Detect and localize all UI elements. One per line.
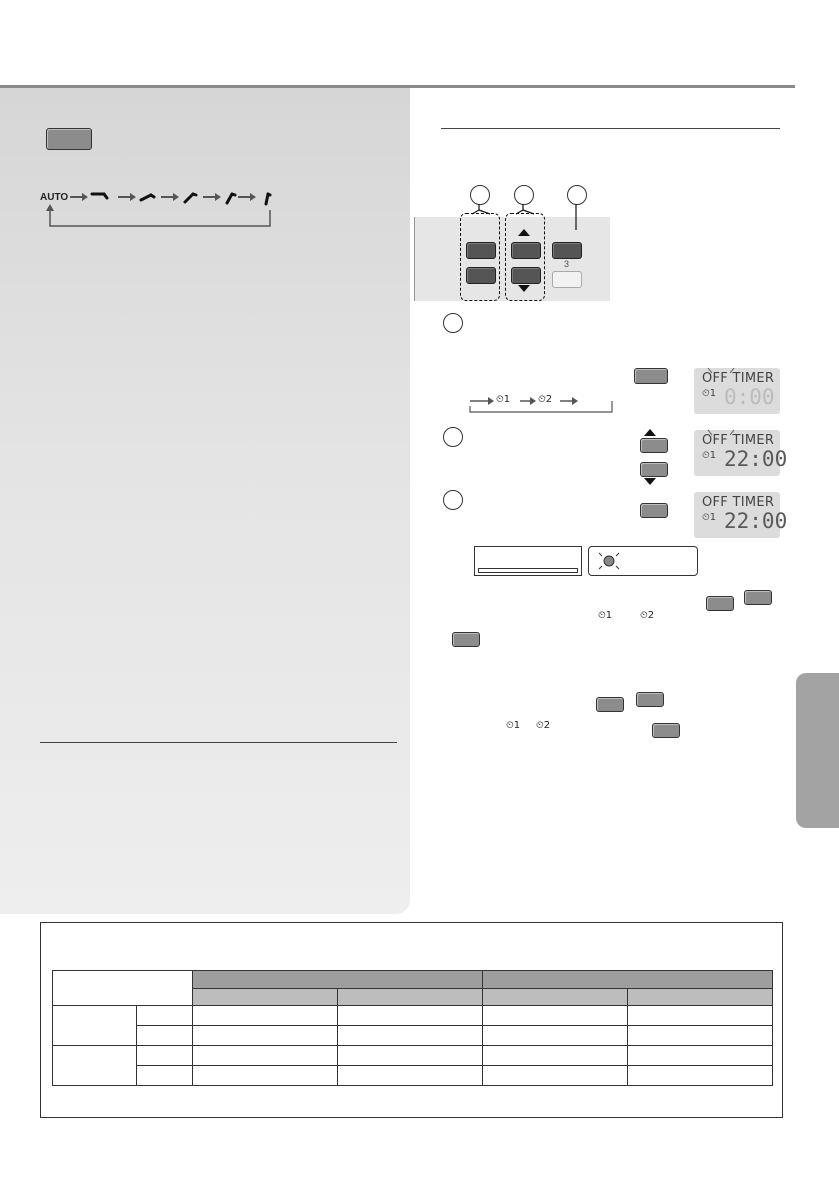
table-cell — [137, 1066, 193, 1086]
step-2-marker — [443, 427, 463, 447]
table-row — [53, 1046, 773, 1066]
table-row — [53, 1026, 773, 1046]
table-cell — [628, 1026, 773, 1046]
table-subheader — [193, 989, 338, 1006]
indicator-lamp-icon — [589, 547, 629, 575]
step-1-marker — [443, 313, 463, 333]
table-cell — [483, 1066, 628, 1086]
table-cell — [137, 1006, 193, 1026]
table-row — [53, 1006, 773, 1026]
inline-timer-button-2[interactable] — [744, 590, 772, 605]
table-group-header-2 — [483, 971, 773, 989]
set-button-small[interactable] — [640, 503, 668, 518]
callout-lines — [460, 200, 590, 230]
language-side-tab — [796, 673, 839, 828]
lcd-2-time: 22:00 — [724, 447, 788, 471]
table-cell — [137, 1026, 193, 1046]
swing-auto-label: AUTO — [40, 192, 69, 203]
table-cell — [338, 1066, 483, 1086]
lcd-3-time: 22:00 — [724, 509, 788, 533]
lcd-1-slot: ⏲1 — [702, 388, 717, 399]
down-button-small[interactable] — [640, 462, 668, 477]
table-cell — [483, 1046, 628, 1066]
inline-timer-button-4[interactable] — [636, 692, 664, 707]
table-cell — [137, 1046, 193, 1066]
remote-button-number: 3 — [564, 259, 570, 269]
table-row-group-cell — [53, 1046, 137, 1086]
lcd-display-3 — [694, 492, 788, 538]
table-cell — [193, 1006, 338, 1026]
table-group-header-1 — [193, 971, 483, 989]
table-subheader — [338, 989, 483, 1006]
up-arrow-icon — [644, 429, 656, 436]
lcd-3-line1: OFF TIMER — [702, 495, 775, 510]
lcd-2-slot: ⏲1 — [702, 450, 717, 461]
timer-select-button-small[interactable] — [634, 368, 668, 384]
lcd-2-line1: OFF TIMER — [702, 433, 775, 448]
table-corner-cell — [53, 971, 193, 1006]
remote-cancel-button[interactable] — [552, 271, 582, 288]
down-arrow-icon — [644, 478, 656, 485]
remote-set-button[interactable] — [552, 242, 582, 259]
lcd-1-line1: OFF TIMER — [702, 371, 775, 386]
table-cell — [193, 1046, 338, 1066]
table-cell — [338, 1026, 483, 1046]
table-subheader — [483, 989, 628, 1006]
table-cell — [628, 1066, 773, 1086]
swing-sequence-diagram — [38, 186, 288, 236]
table-cell — [483, 1026, 628, 1046]
inline-timer-button-3[interactable] — [596, 697, 624, 712]
table-cell — [193, 1026, 338, 1046]
table-row-group-cell — [53, 1006, 137, 1046]
timer2-label: ⏲2 — [538, 394, 553, 405]
right-section-rule — [441, 128, 780, 129]
inline-timer2-icon-2: ⏲2 — [536, 720, 551, 731]
timer1-label: ⏲1 — [496, 394, 511, 405]
table-cell — [193, 1066, 338, 1086]
inline-timer1-icon: ⏲1 — [598, 610, 613, 621]
lcd-3-slot: ⏲1 — [702, 512, 717, 523]
table-cell — [628, 1046, 773, 1066]
table-cell — [628, 1006, 773, 1026]
blink-marks-icon — [694, 366, 780, 476]
spec-table — [52, 970, 773, 1086]
swing-button[interactable] — [46, 128, 92, 150]
up-button-small[interactable] — [640, 438, 668, 453]
inline-set-button[interactable] — [452, 632, 480, 647]
inline-timer-button[interactable] — [706, 596, 734, 611]
inline-timer2-icon: ⏲2 — [640, 610, 655, 621]
table-cell — [338, 1046, 483, 1066]
timer-indicator-callout — [588, 546, 698, 576]
table-cell — [483, 1006, 628, 1026]
table-row — [53, 1066, 773, 1086]
lcd-1-time: 0:00 — [724, 385, 775, 409]
timer-cycle-diagram — [460, 392, 620, 416]
inline-cancel-button[interactable] — [652, 723, 680, 738]
swing-arrows-icon — [38, 186, 288, 236]
table-subheader — [628, 989, 773, 1006]
indoor-unit-icon — [474, 546, 582, 576]
inline-timer1-icon-2: ⏲1 — [506, 720, 521, 731]
step-3-marker — [443, 490, 463, 510]
left-section-rule — [40, 742, 397, 743]
table-cell — [338, 1006, 483, 1026]
